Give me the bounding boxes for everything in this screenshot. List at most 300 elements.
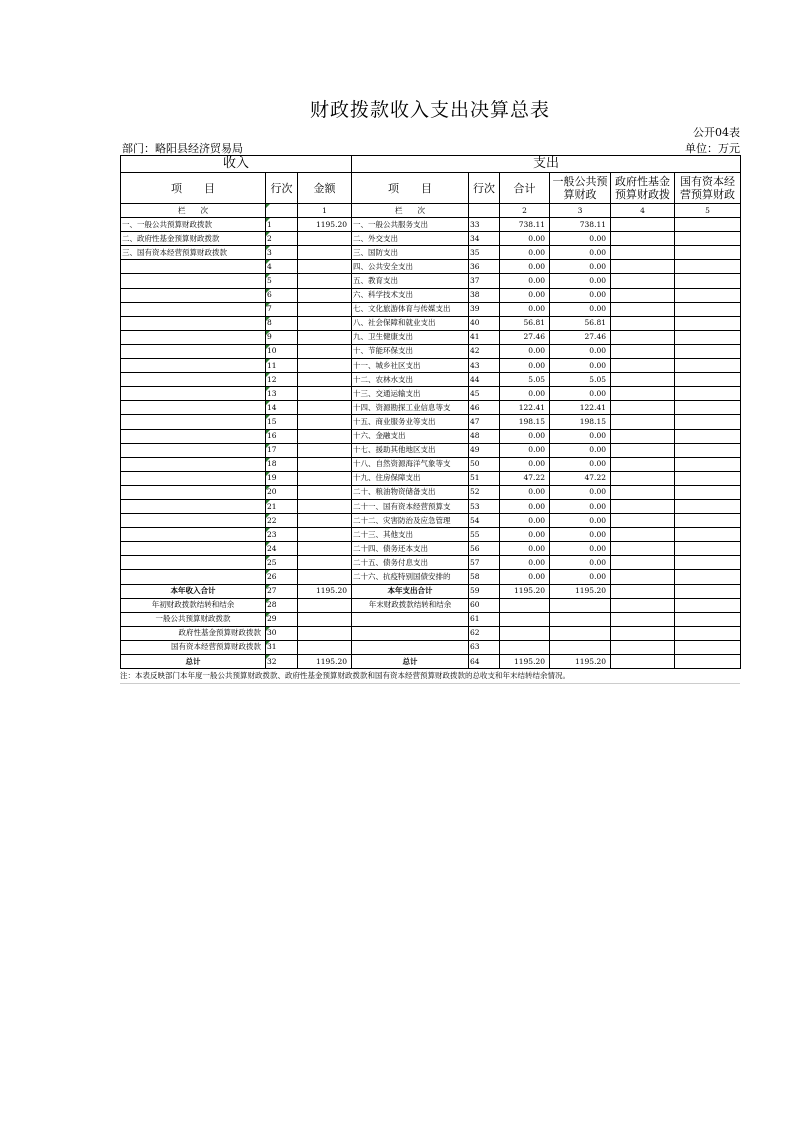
general-budget-label: 一般公共预算财政拨款 — [121, 612, 266, 626]
expense-state-capital — [675, 514, 741, 528]
expense-line-no: 49 — [469, 443, 500, 457]
expense-line-no: 33 — [469, 218, 500, 232]
income-line-no: 14 — [266, 401, 298, 415]
income-line-no: 1 — [266, 218, 298, 232]
expense-line-no: 39 — [469, 302, 500, 316]
expense-gov-fund — [611, 528, 675, 542]
expense-item: 八、社会保障和就业支出 — [352, 316, 469, 330]
expense-total: 5.05 — [500, 373, 550, 387]
section-header-row — [121, 156, 741, 173]
expense-line-no: 53 — [469, 499, 500, 513]
expense-general: 0.00 — [550, 260, 611, 274]
income-item — [121, 471, 266, 485]
year-total-row — [121, 584, 741, 598]
expense-gov-fund — [611, 401, 675, 415]
expense-state-capital — [675, 570, 741, 584]
gov-fund-header: 政府性基金预算财政拨 — [611, 173, 675, 204]
table-row — [121, 443, 741, 457]
col-index-4: 4 — [611, 204, 675, 218]
table-row — [121, 218, 741, 232]
expense-line-no: 46 — [469, 401, 500, 415]
expense-gov-fund — [611, 387, 675, 401]
grand-total-expense-total: 1195.20 — [500, 655, 550, 669]
expense-general: 0.00 — [550, 457, 611, 471]
expense-gov-fund — [611, 218, 675, 232]
expense-gov-fund — [611, 316, 675, 330]
expense-gov-fund — [611, 260, 675, 274]
expense-item: 二十二、灾害防治及应急管理 — [352, 514, 469, 528]
expense-item: 十二、农林水支出 — [352, 373, 469, 387]
expense-total: 0.00 — [500, 556, 550, 570]
year-income-no: 27 — [266, 584, 298, 598]
expense-general: 0.00 — [550, 556, 611, 570]
expense-section-header: 支出 — [352, 156, 741, 173]
expense-state-capital — [675, 288, 741, 302]
expense-general: 0.00 — [550, 246, 611, 260]
income-amount — [298, 344, 352, 358]
empty-cell — [500, 598, 550, 612]
expense-general: 5.05 — [550, 373, 611, 387]
expense-gov-fund — [611, 344, 675, 358]
expense-item: 九、卫生健康支出 — [352, 330, 469, 344]
empty-cell — [675, 655, 741, 669]
expense-general: 0.00 — [550, 542, 611, 556]
income-amount — [298, 499, 352, 513]
income-line-no: 10 — [266, 344, 298, 358]
expense-state-capital — [675, 542, 741, 556]
income-line-no: 11 — [266, 359, 298, 373]
income-item: 一、一般公共预算财政拨款 — [121, 218, 266, 232]
income-line-header: 行次 — [266, 173, 298, 204]
empty-cell — [298, 640, 352, 654]
income-amount — [298, 556, 352, 570]
income-amount — [298, 316, 352, 330]
grand-total-expense-no: 64 — [469, 655, 500, 669]
empty-cell — [675, 612, 741, 626]
income-item — [121, 429, 266, 443]
expense-state-capital — [675, 556, 741, 570]
fund-budget-label: 政府性基金预算财政拨款 — [121, 626, 266, 640]
empty-cell — [352, 626, 469, 640]
expense-general: 0.00 — [550, 232, 611, 246]
general-budget-no: 29 — [266, 612, 298, 626]
income-line-no: 17 — [266, 443, 298, 457]
table-row — [121, 330, 741, 344]
begin-balance-no: 28 — [266, 598, 298, 612]
expense-state-capital — [675, 260, 741, 274]
expense-total: 0.00 — [500, 288, 550, 302]
income-amount — [298, 232, 352, 246]
income-line-no: 21 — [266, 499, 298, 513]
income-item — [121, 556, 266, 570]
income-item — [121, 499, 266, 513]
expense-item: 一、一般公共服务支出 — [352, 218, 469, 232]
empty-cell — [611, 612, 675, 626]
income-line-no: 3 — [266, 246, 298, 260]
expense-total: 0.00 — [500, 528, 550, 542]
expense-general: 0.00 — [550, 302, 611, 316]
expense-item: 十一、城乡社区支出 — [352, 359, 469, 373]
expense-general: 738.11 — [550, 218, 611, 232]
expense-state-capital — [675, 232, 741, 246]
expense-gov-fund — [611, 288, 675, 302]
empty-cell — [550, 640, 611, 654]
table-row — [121, 528, 741, 542]
expense-total: 738.11 — [500, 218, 550, 232]
table-row — [121, 260, 741, 274]
expense-total: 56.81 — [500, 316, 550, 330]
expense-item-header: 项 目 — [352, 173, 469, 204]
expense-general: 198.15 — [550, 415, 611, 429]
expense-gov-fund — [611, 232, 675, 246]
col-index-5: 5 — [675, 204, 741, 218]
expense-state-capital — [675, 218, 741, 232]
income-item — [121, 330, 266, 344]
department-label: 部门：略阳县经济贸易局 — [122, 142, 243, 155]
expense-general: 0.00 — [550, 429, 611, 443]
footnote: 注：本表反映部门本年度一般公共预算财政拨款、政府性基金预算财政拨款和国有资本经营预算财政拨款的总收支和年末结转结余情况。 — [120, 670, 740, 684]
expense-item: 十四、资源勘探工业信息等支 — [352, 401, 469, 415]
expense-gov-fund — [611, 330, 675, 344]
capital-budget-no: 31 — [266, 640, 298, 654]
end-balance-no-62: 62 — [469, 626, 500, 640]
expense-total: 0.00 — [500, 514, 550, 528]
end-balance-no-61: 61 — [469, 612, 500, 626]
income-amount — [298, 260, 352, 274]
income-item — [121, 373, 266, 387]
expense-total: 0.00 — [500, 542, 550, 556]
year-expense-general: 1195.20 — [550, 584, 611, 598]
income-line-no: 20 — [266, 485, 298, 499]
income-amount — [298, 373, 352, 387]
year-income-total-label: 本年收入合计 — [121, 584, 266, 598]
income-amount — [298, 429, 352, 443]
income-line-no: 16 — [266, 429, 298, 443]
income-amount — [298, 359, 352, 373]
income-item: 二、政府性基金预算财政拨款 — [121, 232, 266, 246]
income-item — [121, 288, 266, 302]
income-line-no: 19 — [266, 471, 298, 485]
expense-total: 198.15 — [500, 415, 550, 429]
empty-cell — [298, 598, 352, 612]
col-label: 栏 次 — [121, 204, 266, 218]
table-row — [121, 514, 741, 528]
state-capital-header: 国有资本经营预算财政 — [675, 173, 741, 204]
expense-item: 二十、粮油物资储备支出 — [352, 485, 469, 499]
expense-total: 0.00 — [500, 443, 550, 457]
table-row — [121, 415, 741, 429]
expense-state-capital — [675, 274, 741, 288]
expense-general: 27.46 — [550, 330, 611, 344]
income-amount — [298, 457, 352, 471]
begin-balance-label: 年初财政拨款结转和结余 — [121, 598, 266, 612]
expense-total: 0.00 — [500, 274, 550, 288]
expense-item: 二十四、债务还本支出 — [352, 542, 469, 556]
table-row — [121, 274, 741, 288]
expense-general: 56.81 — [550, 316, 611, 330]
expense-state-capital — [675, 415, 741, 429]
income-item — [121, 542, 266, 556]
expense-state-capital — [675, 471, 741, 485]
expense-state-capital — [675, 401, 741, 415]
income-line-no: 18 — [266, 457, 298, 471]
income-item — [121, 514, 266, 528]
empty-cell — [611, 655, 675, 669]
income-item: 三、国有资本经营预算财政拨款 — [121, 246, 266, 260]
empty-cell — [611, 584, 675, 598]
table-row — [121, 570, 741, 584]
col-label: 栏 次 — [352, 204, 469, 218]
expense-line-no: 58 — [469, 570, 500, 584]
empty-cell — [675, 640, 741, 654]
empty-cell — [550, 612, 611, 626]
expense-item: 十、节能环保支出 — [352, 344, 469, 358]
expense-line-no: 41 — [469, 330, 500, 344]
income-line-no: 25 — [266, 556, 298, 570]
income-line-no: 2 — [266, 232, 298, 246]
income-amount — [298, 570, 352, 584]
expense-gov-fund — [611, 471, 675, 485]
expense-gov-fund — [611, 415, 675, 429]
table-row — [121, 316, 741, 330]
table-row — [121, 401, 741, 415]
expense-gov-fund — [611, 499, 675, 513]
expense-general: 0.00 — [550, 274, 611, 288]
grand-total-income-amount: 1195.20 — [298, 655, 352, 669]
income-amount — [298, 288, 352, 302]
income-line-no: 6 — [266, 288, 298, 302]
expense-item: 二、外交支出 — [352, 232, 469, 246]
expense-line-no: 40 — [469, 316, 500, 330]
expense-total: 0.00 — [500, 344, 550, 358]
income-line-no: 8 — [266, 316, 298, 330]
expense-line-no: 57 — [469, 556, 500, 570]
expense-state-capital — [675, 330, 741, 344]
col-index-empty — [469, 204, 500, 218]
expense-general: 122.41 — [550, 401, 611, 415]
expense-total: 0.00 — [500, 485, 550, 499]
income-amount — [298, 274, 352, 288]
income-amount — [298, 401, 352, 415]
expense-line-no: 35 — [469, 246, 500, 260]
income-item-header: 项 目 — [121, 173, 266, 204]
income-item — [121, 415, 266, 429]
empty-cell — [500, 612, 550, 626]
table-row — [121, 246, 741, 260]
grand-total-income-no: 32 — [266, 655, 298, 669]
general-budget-row — [121, 612, 741, 626]
year-expense-no: 59 — [469, 584, 500, 598]
table-row — [121, 232, 741, 246]
expense-general: 0.00 — [550, 359, 611, 373]
table-row — [121, 485, 741, 499]
expense-total: 0.00 — [500, 232, 550, 246]
expense-item: 三、国防支出 — [352, 246, 469, 260]
fund-budget-no: 30 — [266, 626, 298, 640]
expense-total: 0.00 — [500, 570, 550, 584]
expense-line-header: 行次 — [469, 173, 500, 204]
expense-line-no: 36 — [469, 260, 500, 274]
expense-general: 0.00 — [550, 570, 611, 584]
expense-item: 十七、援助其他地区支出 — [352, 443, 469, 457]
expense-line-no: 54 — [469, 514, 500, 528]
expense-gov-fund — [611, 443, 675, 457]
expense-line-no: 44 — [469, 373, 500, 387]
expense-gov-fund — [611, 373, 675, 387]
income-line-no: 12 — [266, 373, 298, 387]
expense-gov-fund — [611, 274, 675, 288]
empty-cell — [500, 626, 550, 640]
empty-cell — [550, 626, 611, 640]
expense-total: 0.00 — [500, 499, 550, 513]
table-row — [121, 373, 741, 387]
table-row — [121, 429, 741, 443]
expense-item: 十五、商业服务业等支出 — [352, 415, 469, 429]
empty-cell — [298, 612, 352, 626]
empty-cell — [298, 626, 352, 640]
income-line-no: 4 — [266, 260, 298, 274]
income-line-no: 26 — [266, 570, 298, 584]
income-item — [121, 457, 266, 471]
balance-row — [121, 598, 741, 612]
income-amount — [298, 528, 352, 542]
report-title: 财政拨款收入支出决算总表 — [309, 99, 550, 121]
expense-total: 122.41 — [500, 401, 550, 415]
income-amount — [298, 443, 352, 457]
income-line-no: 7 — [266, 302, 298, 316]
income-amount — [298, 330, 352, 344]
expense-line-no: 47 — [469, 415, 500, 429]
expense-item: 二十五、债务付息支出 — [352, 556, 469, 570]
income-amount — [298, 246, 352, 260]
expense-item: 四、公共安全支出 — [352, 260, 469, 274]
year-expense-total: 1195.20 — [500, 584, 550, 598]
expense-state-capital — [675, 485, 741, 499]
income-item — [121, 401, 266, 415]
table-row — [121, 457, 741, 471]
capital-budget-label: 国有资本经营预算财政拨款 — [121, 640, 266, 654]
table-row — [121, 471, 741, 485]
expense-general: 47.22 — [550, 471, 611, 485]
income-line-no: 9 — [266, 330, 298, 344]
expense-item: 二十一、国有资本经营预算支 — [352, 499, 469, 513]
expense-total: 0.00 — [500, 359, 550, 373]
col-index-2: 2 — [500, 204, 550, 218]
expense-item: 十六、金融支出 — [352, 429, 469, 443]
expense-state-capital — [675, 302, 741, 316]
income-amount — [298, 415, 352, 429]
empty-cell — [611, 626, 675, 640]
income-amount — [298, 485, 352, 499]
expense-total: 0.00 — [500, 387, 550, 401]
expense-general: 0.00 — [550, 485, 611, 499]
expense-line-no: 37 — [469, 274, 500, 288]
expense-item: 十九、住房保障支出 — [352, 471, 469, 485]
expense-gov-fund — [611, 246, 675, 260]
income-amount — [298, 542, 352, 556]
expense-state-capital — [675, 246, 741, 260]
expense-state-capital — [675, 443, 741, 457]
empty-cell — [675, 598, 741, 612]
income-item — [121, 570, 266, 584]
grand-total-row — [121, 655, 741, 669]
expense-item: 二十六、抗疫特别国债安排的 — [352, 570, 469, 584]
expense-state-capital — [675, 499, 741, 513]
expense-item: 二十三、其他支出 — [352, 528, 469, 542]
income-line-no: 5 — [266, 274, 298, 288]
expense-gov-fund — [611, 429, 675, 443]
expense-line-no: 48 — [469, 429, 500, 443]
expense-state-capital — [675, 457, 741, 471]
column-header-row — [121, 173, 741, 204]
income-item — [121, 344, 266, 358]
table-row — [121, 302, 741, 316]
empty-cell — [352, 612, 469, 626]
empty-cell — [611, 640, 675, 654]
year-income-amount: 1195.20 — [298, 584, 352, 598]
table-row — [121, 344, 741, 358]
expense-total: 0.00 — [500, 260, 550, 274]
expense-gov-fund — [611, 542, 675, 556]
expense-total: 0.00 — [500, 246, 550, 260]
expense-state-capital — [675, 359, 741, 373]
grand-total-income-label: 总计 — [121, 655, 266, 669]
expense-item: 六、科学技术支出 — [352, 288, 469, 302]
expense-line-no: 38 — [469, 288, 500, 302]
expense-gov-fund — [611, 570, 675, 584]
budget-table — [120, 155, 741, 669]
income-item — [121, 274, 266, 288]
expense-general: 0.00 — [550, 288, 611, 302]
income-item — [121, 485, 266, 499]
expense-state-capital — [675, 387, 741, 401]
fund-budget-row — [121, 626, 741, 640]
expense-line-no: 43 — [469, 359, 500, 373]
expense-general: 0.00 — [550, 344, 611, 358]
empty-cell — [675, 626, 741, 640]
income-item — [121, 443, 266, 457]
general-budget-header: 一般公共预算财政 — [550, 173, 611, 204]
income-item — [121, 387, 266, 401]
expense-item: 十八、自然资源海洋气象等支 — [352, 457, 469, 471]
table-row — [121, 387, 741, 401]
expense-total: 47.22 — [500, 471, 550, 485]
expense-item: 七、文化旅游体育与传媒支出 — [352, 302, 469, 316]
expense-total: 0.00 — [500, 457, 550, 471]
expense-line-no: 56 — [469, 542, 500, 556]
expense-total: 0.00 — [500, 429, 550, 443]
expense-gov-fund — [611, 556, 675, 570]
expense-gov-fund — [611, 457, 675, 471]
expense-gov-fund — [611, 359, 675, 373]
expense-item: 五、教育支出 — [352, 274, 469, 288]
income-amount — [298, 514, 352, 528]
expense-state-capital — [675, 429, 741, 443]
table-row — [121, 288, 741, 302]
income-line-no: 22 — [266, 514, 298, 528]
col-index-3: 3 — [550, 204, 611, 218]
expense-line-no: 52 — [469, 485, 500, 499]
income-amount — [298, 471, 352, 485]
income-line-no: 15 — [266, 415, 298, 429]
expense-state-capital — [675, 528, 741, 542]
expense-line-no: 45 — [469, 387, 500, 401]
column-index-row — [121, 204, 741, 218]
col-index-1: 1 — [298, 204, 352, 218]
empty-cell — [352, 640, 469, 654]
income-item — [121, 359, 266, 373]
end-balance-no-63: 63 — [469, 640, 500, 654]
